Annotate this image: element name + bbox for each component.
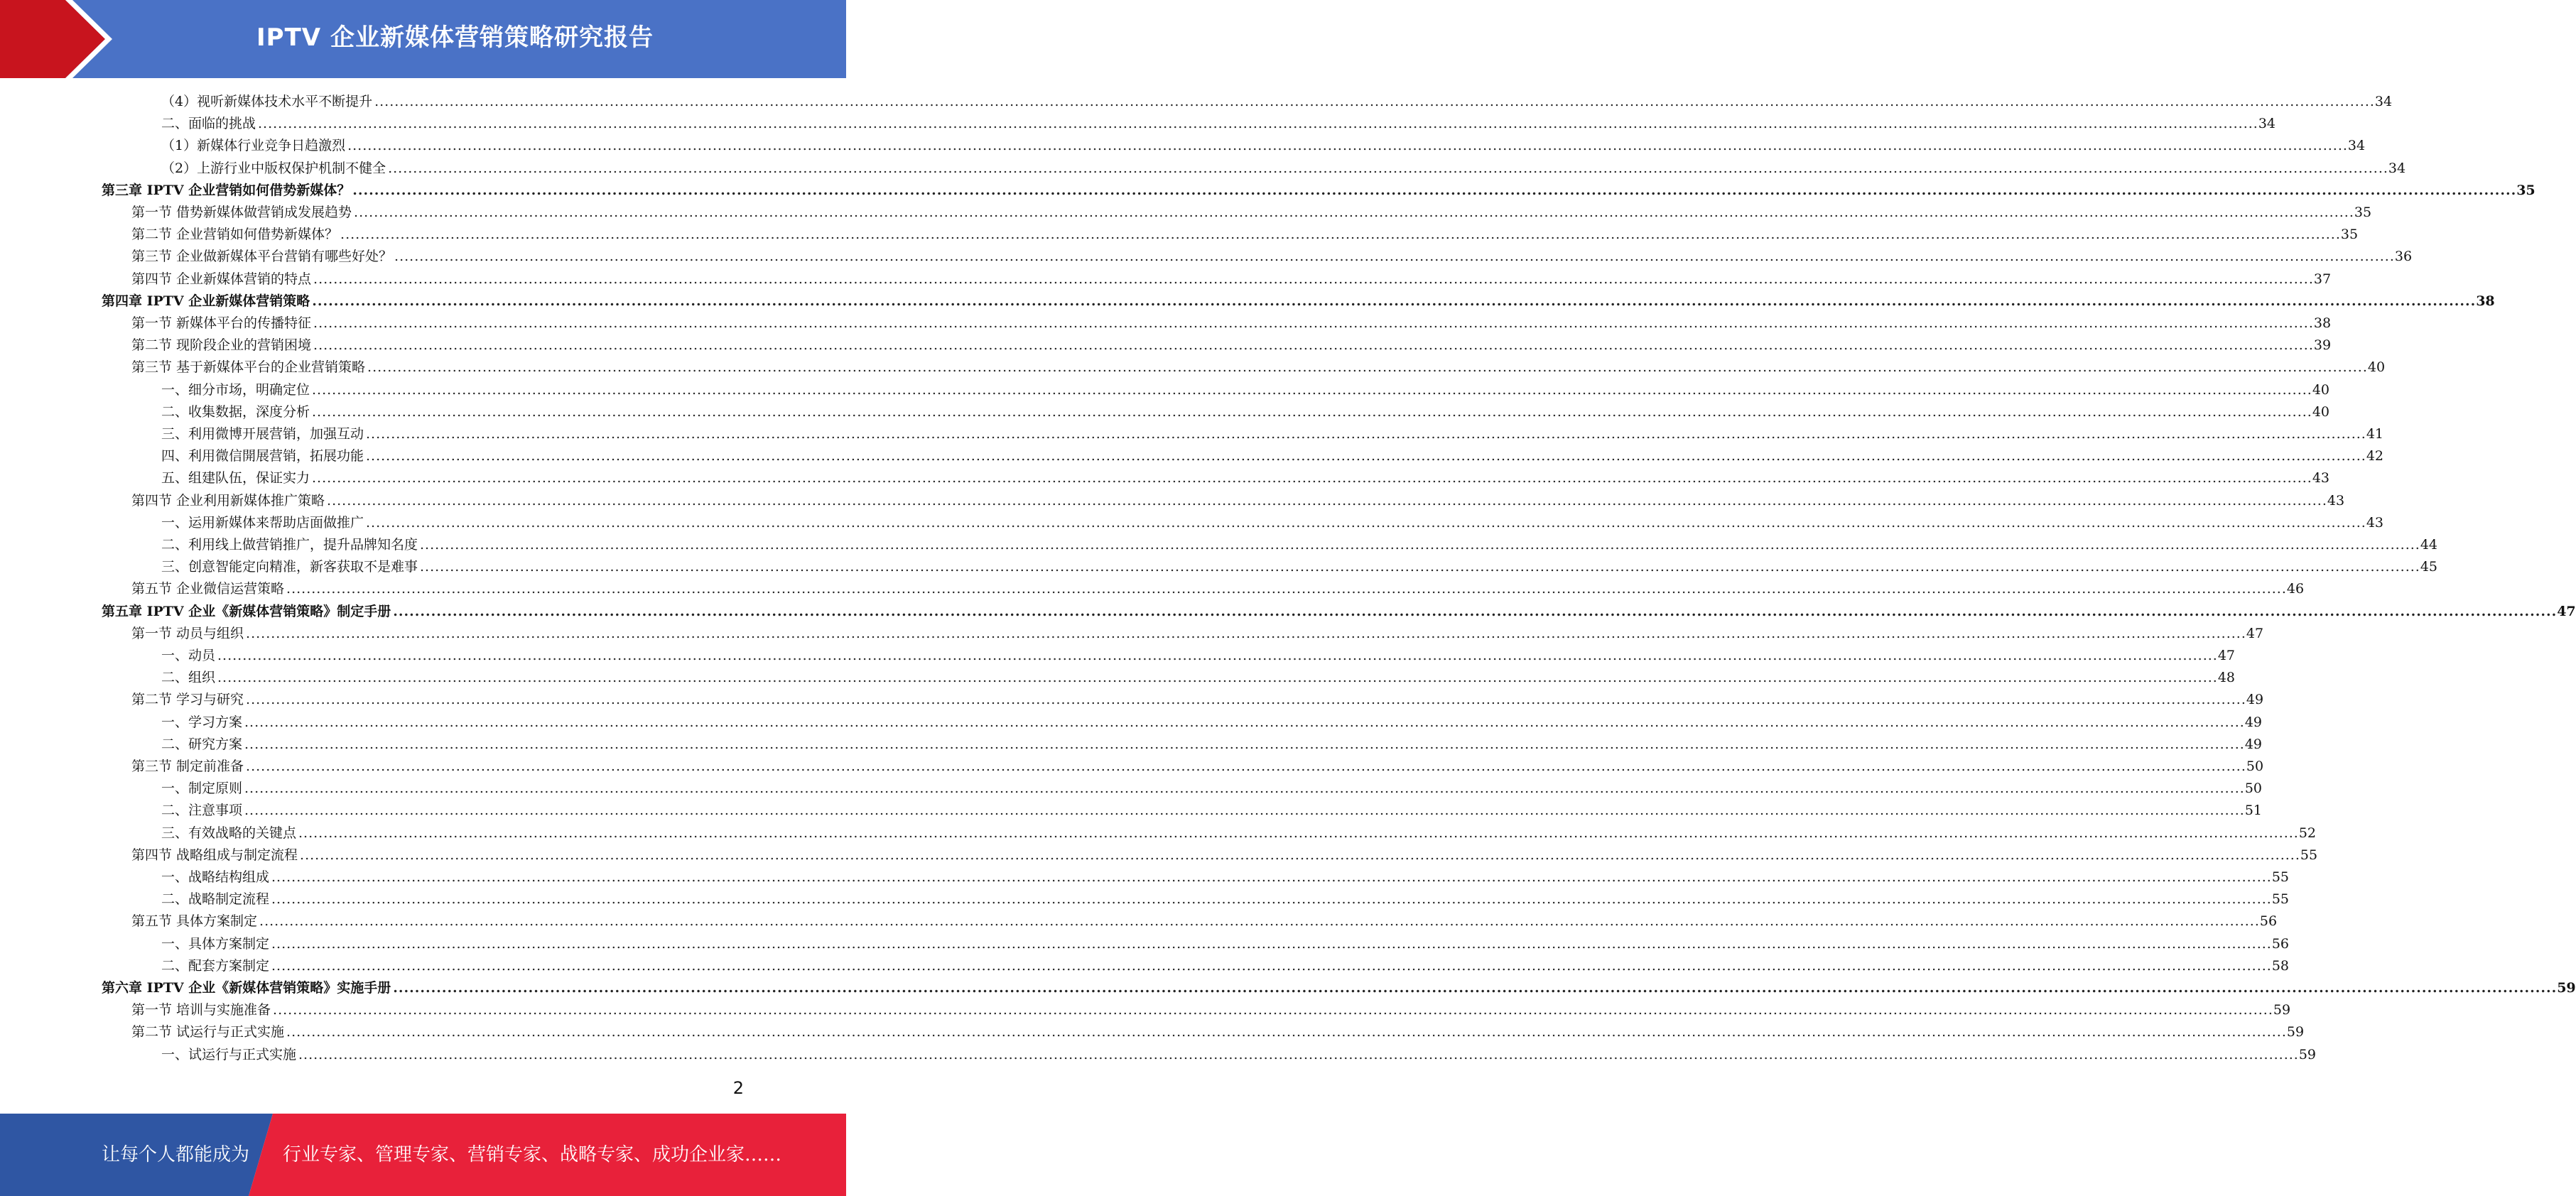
toc-entry-label: （4）视听新媒体技术水平不断提升 [161, 94, 373, 109]
toc-dot-leader: ................................................................................................................................................................................................................................................................................................................................................................................................................ [312, 403, 2312, 420]
toc-entry-page: 50 [2246, 759, 2264, 774]
toc-entry-label: 二、组织 [161, 670, 216, 686]
toc-dot-leader: ................................................................................................................................................................................................................................................................................................................................................................................................................ [388, 160, 2388, 176]
toc-dot-leader: ................................................................................................................................................................................................................................................................................................................................................................................................................ [217, 670, 2218, 686]
toc-entry[interactable] [161, 445, 2384, 467]
toc-entry[interactable] [102, 977, 2576, 999]
toc-dot-leader: ................................................................................................................................................................................................................................................................................................................................................................................................................ [258, 116, 2258, 132]
page-footer [0, 1114, 846, 1196]
toc-entry-label: 第三节 企业做新媒体平台营销有哪些好处？ [131, 249, 393, 265]
toc-entry-label: 第五章 IPTV 企业《新媒体营销策略》制定手册 [102, 603, 391, 619]
toc-entry[interactable] [131, 312, 2332, 335]
toc-entry-label: 一、细分市场，明确定位 [161, 381, 310, 398]
toc-dot-leader: ................................................................................................................................................................................................................................................................................................................................................................................................................ [271, 869, 2272, 885]
toc-entry-page: 40 [2312, 381, 2330, 398]
toc-entry[interactable] [131, 335, 2332, 357]
toc-entry-page: 39 [2313, 337, 2332, 354]
toc-entry-label: 二、利用线上做营销推广，提升品牌知名度 [161, 537, 418, 553]
toc-entry[interactable] [161, 1044, 2317, 1066]
document-title: IPTV 企业新媒体营销策略研究报告 [256, 23, 654, 52]
toc-entry-page: 34 [2388, 160, 2406, 176]
toc-dot-leader: ................................................................................................................................................................................................................................................................................................................................................................................................................ [244, 803, 2245, 819]
footer-slogan-right: 行业专家、管理专家、营销专家、战略专家、成功企业家…… [283, 1144, 782, 1165]
toc-dot-leader: ................................................................................................................................................................................................................................................................................................................................................................................................................ [298, 825, 2299, 841]
toc-entry-page: 56 [2271, 935, 2290, 952]
toc-entry-page: 48 [2217, 670, 2236, 686]
toc-entry-label: 第二节 现阶段企业的营销困境 [131, 337, 312, 354]
toc-entry-page: 49 [2246, 692, 2264, 708]
toc-entry[interactable] [161, 512, 2384, 534]
toc-entry-page: 37 [2313, 271, 2332, 287]
toc-entry-label: 五、组建队伍，保证实力 [161, 470, 310, 486]
toc-entry-page: 34 [2347, 138, 2366, 154]
toc-dot-leader: ................................................................................................................................................................................................................................................................................................................................................................................................................ [367, 359, 2368, 376]
toc-entry-label: 四、利用微信開展营销，拓展功能 [161, 448, 364, 464]
toc-entry-page: 51 [2244, 803, 2263, 819]
toc-entry-page: 59 [2557, 980, 2576, 996]
toc-entry-label: 第一节 培训与实施准备 [131, 1002, 271, 1018]
toc-entry[interactable] [102, 601, 2576, 623]
toc-dot-leader: ................................................................................................................................................................................................................................................................................................................................................................................................................ [420, 559, 2420, 575]
toc-dot-leader: ................................................................................................................................................................................................................................................................................................................................................................................................................ [313, 337, 2314, 354]
toc-entry-page: 43 [2312, 470, 2330, 486]
toc-entry-page: 49 [2244, 736, 2263, 752]
toc-entry[interactable] [161, 800, 2263, 822]
toc-dot-leader: ................................................................................................................................................................................................................................................................................................................................................................................................................ [312, 381, 2312, 398]
toc-dot-leader: ................................................................................................................................................................................................................................................................................................................................................................................................................ [393, 603, 2558, 619]
toc-dot-leader: ................................................................................................................................................................................................................................................................................................................................................................................................................ [246, 625, 2246, 641]
toc-dot-leader: ................................................................................................................................................................................................................................................................................................................................................................................................................ [246, 759, 2246, 774]
toc-entry[interactable] [131, 357, 2386, 379]
toc-entry-label: 第二节 试运行与正式实施 [131, 1024, 285, 1040]
page-number: 2 [732, 1078, 744, 1098]
toc-entry-page: 47 [2557, 603, 2576, 619]
toc-entry-label: 第四节 企业新媒体营销的特点 [131, 271, 312, 287]
toc-entry[interactable] [161, 866, 2290, 888]
toc-dot-leader: ................................................................................................................................................................................................................................................................................................................................................................................................................ [393, 980, 2558, 996]
toc-entry-page: 34 [2258, 116, 2276, 132]
toc-entry-page: 43 [2327, 492, 2345, 509]
toc-dot-leader: ................................................................................................................................................................................................................................................................................................................................................................................................................ [217, 648, 2218, 663]
toc-dot-leader: ................................................................................................................................................................................................................................................................................................................................................................................................................ [298, 1046, 2299, 1062]
toc-dot-leader: ................................................................................................................................................................................................................................................................................................................................................................................................................ [374, 94, 2375, 109]
toc-dot-leader: ................................................................................................................................................................................................................................................................................................................................................................................................................ [366, 426, 2366, 442]
toc-entry[interactable] [161, 888, 2290, 910]
toc-entry[interactable] [161, 423, 2384, 445]
toc-entry-page: 55 [2300, 847, 2318, 863]
toc-entry-label: 一、具体方案制定 [161, 935, 270, 952]
toc-entry-page: 59 [2298, 1046, 2317, 1062]
toc-entry-label: 第四节 企业利用新媒体推广策略 [131, 492, 325, 509]
toc-dot-leader: ................................................................................................................................................................................................................................................................................................................................................................................................................ [347, 138, 2348, 154]
toc-entry-label: 第一节 新媒体平台的传播特征 [131, 315, 312, 331]
toc-entry[interactable] [161, 556, 2438, 578]
toc-entry[interactable] [161, 135, 2366, 157]
footer-slogan-left: 让每个人都能成为 [102, 1144, 250, 1165]
toc-entry-page: 59 [2286, 1024, 2305, 1040]
toc-dot-leader: ................................................................................................................................................................................................................................................................................................................................................................................................................ [286, 1024, 2287, 1040]
toc-dot-leader: ................................................................................................................................................................................................................................................................................................................................................................................................................ [273, 1002, 2273, 1018]
toc-entry-label: 一、试运行与正式实施 [161, 1046, 297, 1062]
toc-dot-leader: ................................................................................................................................................................................................................................................................................................................................................................................................................ [286, 581, 2287, 597]
toc-entry[interactable] [161, 778, 2263, 800]
toc-entry[interactable] [102, 290, 2495, 312]
toc-entry[interactable] [161, 401, 2330, 423]
toc-entry-page: 40 [2312, 403, 2330, 420]
toc-dot-leader: ................................................................................................................................................................................................................................................................................................................................................................................................................ [366, 514, 2366, 531]
toc-entry-label: 一、战略结构组成 [161, 869, 270, 885]
toc-entry-page: 45 [2420, 559, 2438, 575]
toc-entry[interactable] [131, 268, 2332, 290]
toc-entry[interactable] [131, 578, 2305, 600]
toc-entry[interactable] [161, 645, 2236, 667]
toc-entry-label: （2）上游行业中版权保护机制不健全 [161, 160, 386, 176]
toc-entry-page: 43 [2366, 514, 2384, 531]
toc-entry[interactable] [131, 490, 2345, 512]
toc-dot-leader: ................................................................................................................................................................................................................................................................................................................................................................................................................ [313, 271, 2314, 287]
toc-dot-leader: ................................................................................................................................................................................................................................................................................................................................................................................................................ [312, 470, 2312, 486]
toc-entry[interactable] [131, 1021, 2305, 1043]
toc-dot-leader: ................................................................................................................................................................................................................................................................................................................................................................................................................ [246, 692, 2246, 708]
toc-entry[interactable] [161, 158, 2406, 180]
toc-dot-leader: ................................................................................................................................................................................................................................................................................................................................................................................................................ [244, 714, 2245, 730]
toc-dot-leader: ................................................................................................................................................................................................................................................................................................................................................................................................................ [354, 205, 2354, 220]
toc-dot-leader: ................................................................................................................................................................................................................................................................................................................................................................................................................ [259, 913, 2260, 930]
toc-dot-leader: ................................................................................................................................................................................................................................................................................................................................................................................................................ [312, 293, 2477, 309]
toc-entry[interactable] [131, 224, 2359, 246]
toc-entry-page: 58 [2271, 957, 2290, 974]
toc-entry[interactable] [161, 822, 2317, 844]
toc-entry-page: 47 [2217, 648, 2236, 663]
toc-entry-page: 34 [2374, 94, 2393, 109]
toc-entry[interactable] [131, 999, 2291, 1021]
toc-entry-label: 一、动员 [161, 648, 216, 663]
toc-entry[interactable] [161, 712, 2263, 734]
toc-entry[interactable] [161, 534, 2438, 556]
toc-dot-leader: ................................................................................................................................................................................................................................................................................................................................................................................................................ [300, 847, 2300, 863]
toc-entry-label: （1）新媒体行业竞争日趋激烈 [161, 138, 346, 154]
toc-entry-label: 二、收集数据，深度分析 [161, 403, 310, 420]
toc-entry-page: 50 [2244, 781, 2263, 797]
toc-dot-leader: ................................................................................................................................................................................................................................................................................................................................................................................................................ [244, 736, 2245, 752]
toc-entry-page: 35 [2354, 205, 2372, 220]
toc-dot-leader: ................................................................................................................................................................................................................................................................................................................................................................................................................ [366, 448, 2366, 464]
toc-entry-page: 38 [2476, 293, 2495, 309]
toc-entry-label: 二、面临的挑战 [161, 116, 256, 132]
toc-entry-page: 52 [2298, 825, 2317, 841]
toc-entry[interactable] [161, 91, 2393, 113]
toc-dot-leader: ................................................................................................................................................................................................................................................................................................................................................................................................................ [271, 957, 2272, 974]
toc-entry[interactable] [161, 933, 2290, 955]
toc-entry-label: 第二节 企业营销如何借势新媒体？ [131, 227, 339, 243]
toc-entry-label: 第四章 IPTV 企业新媒体营销策略 [102, 293, 310, 309]
toc-entry-label: 三、创意智能定向精准，新客获取不是难事 [161, 559, 418, 575]
toc-dot-leader: ................................................................................................................................................................................................................................................................................................................................................................................................................ [313, 315, 2314, 331]
page-header [0, 0, 846, 78]
toc-entry-page: 38 [2313, 315, 2332, 331]
toc-entry-label: 第一节 动员与组织 [131, 625, 244, 641]
toc-dot-leader: ................................................................................................................................................................................................................................................................................................................................................................................................................ [352, 182, 2517, 198]
toc-entry-page: 46 [2286, 581, 2305, 597]
toc-entry[interactable] [161, 734, 2263, 756]
toc-entry-label: 一、运用新媒体来帮助店面做推广 [161, 514, 364, 531]
toc-entry[interactable] [131, 202, 2372, 224]
toc-entry-page: 42 [2366, 448, 2384, 464]
toc-entry[interactable] [131, 623, 2264, 645]
toc-entry-label: 一、制定原则 [161, 781, 243, 797]
toc-entry-page: 35 [2516, 182, 2536, 198]
toc-entry[interactable] [131, 844, 2318, 866]
toc-dot-leader: ................................................................................................................................................................................................................................................................................................................................................................................................................ [271, 935, 2272, 952]
toc-entry-label: 二、战略制定流程 [161, 891, 270, 908]
toc-entry-page: 56 [2259, 913, 2278, 930]
toc-entry-label: 第六章 IPTV 企业《新媒体营销策略》实施手册 [102, 980, 391, 996]
toc-entry[interactable] [131, 246, 2413, 268]
toc-entry-label: 第五节 具体方案制定 [131, 913, 258, 930]
toc-dot-leader: ................................................................................................................................................................................................................................................................................................................................................................................................................ [244, 781, 2245, 797]
toc-entry[interactable] [161, 113, 2276, 135]
toc-entry-page: 41 [2366, 426, 2384, 442]
toc-entry-page: 47 [2246, 625, 2264, 641]
toc-entry-label: 一、学习方案 [161, 714, 243, 730]
toc-dot-leader: ................................................................................................................................................................................................................................................................................................................................................................................................................ [340, 227, 2341, 243]
toc-entry[interactable] [161, 379, 2330, 401]
toc-entry-page: 44 [2420, 537, 2438, 553]
toc-entry[interactable] [131, 689, 2264, 711]
toc-entry-page: 59 [2273, 1002, 2291, 1018]
toc-entry-label: 第一节 借势新媒体做营销成发展趋势 [131, 205, 352, 220]
toc-entry[interactable] [161, 955, 2290, 977]
toc-dot-leader: ................................................................................................................................................................................................................................................................................................................................................................................................................ [271, 891, 2272, 908]
toc-entry-label: 第四节 战略组成与制定流程 [131, 847, 298, 863]
toc-entry[interactable] [102, 180, 2536, 202]
toc-entry-page: 40 [2367, 359, 2386, 376]
toc-entry-label: 二、研究方案 [161, 736, 243, 752]
toc-entry-label: 第五节 企业微信运营策略 [131, 581, 285, 597]
toc-entry-label: 三、利用微博开展营销，加强互动 [161, 426, 364, 442]
toc-entry-label: 第二节 学习与研究 [131, 692, 244, 708]
toc-entry-label: 第三节 基于新媒体平台的企业营销策略 [131, 359, 366, 376]
toc-entry-label: 二、配套方案制定 [161, 957, 270, 974]
toc-entry-label: 第三节 制定前准备 [131, 759, 244, 774]
toc-entry[interactable] [161, 667, 2236, 689]
toc-entry-label: 三、有效战略的关键点 [161, 825, 297, 841]
toc-entry-page: 55 [2271, 869, 2290, 885]
toc-dot-leader: ................................................................................................................................................................................................................................................................................................................................................................................................................ [327, 492, 2327, 509]
toc-entry[interactable] [161, 467, 2330, 489]
toc-entry-label: 第三章 IPTV 企业营销如何借势新媒体？ [102, 182, 351, 198]
toc-entry-page: 55 [2271, 891, 2290, 908]
toc-entry-label: 二、注意事项 [161, 803, 243, 819]
toc-entry-page: 35 [2340, 227, 2359, 243]
toc-dot-leader: ................................................................................................................................................................................................................................................................................................................................................................................................................ [394, 249, 2395, 265]
toc-entry[interactable] [131, 756, 2264, 778]
toc-entry-page: 49 [2244, 714, 2263, 730]
toc-entry[interactable] [131, 910, 2278, 933]
toc-entry-page: 36 [2394, 249, 2413, 265]
toc-dot-leader: ................................................................................................................................................................................................................................................................................................................................................................................................................ [420, 537, 2420, 553]
